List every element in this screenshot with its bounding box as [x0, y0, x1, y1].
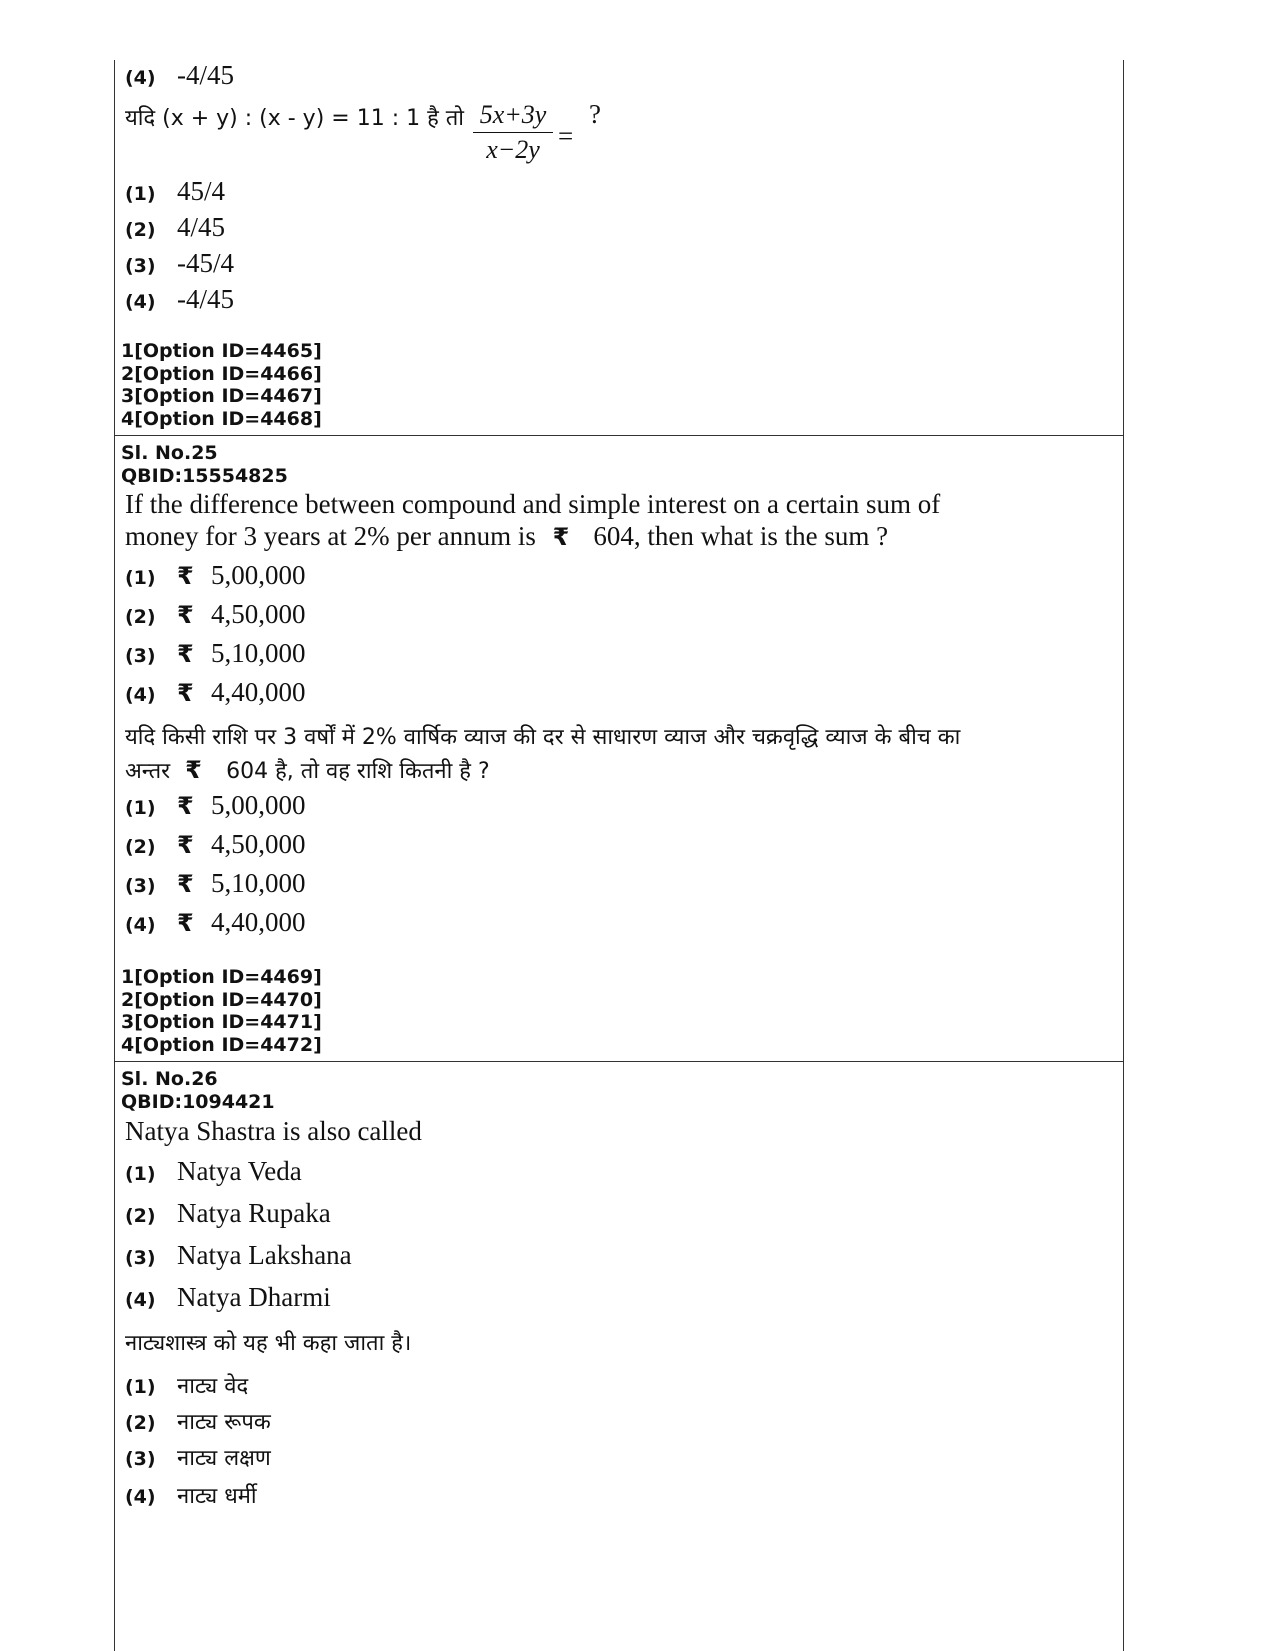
q24-option-ids	[121, 340, 322, 430]
option-value: 5,00,000	[211, 560, 306, 590]
rupee-icon: ₹	[552, 523, 570, 551]
option-id: 1[Option ID=4465]	[121, 340, 322, 362]
section-divider	[115, 1061, 1123, 1062]
q26-option-hi-4	[125, 1480, 257, 1510]
option-value: 4/45	[177, 212, 226, 242]
q25-option-hi-1	[125, 790, 306, 821]
option-number: (1)	[125, 1376, 156, 1398]
option-value: 5,10,000	[211, 868, 306, 898]
rupee-icon: ₹	[177, 640, 194, 668]
q25-option-en-2	[125, 599, 306, 630]
q25-question-en	[125, 488, 1105, 553]
option-value: -4/45	[177, 284, 234, 314]
option-value: Natya Veda	[177, 1156, 302, 1186]
option-number: (4)	[125, 1289, 156, 1311]
option-value: नाट्य रूपक	[177, 1410, 271, 1435]
serial-number: Sl. No.26	[121, 1068, 218, 1090]
option-number: (1)	[125, 183, 156, 205]
q24-hindi-question	[125, 100, 464, 135]
option-value: 4,50,000	[211, 829, 306, 859]
q24-option-2	[125, 212, 225, 243]
option-id: 1[Option ID=4469]	[121, 966, 322, 988]
q25-option-hi-3	[125, 868, 306, 899]
rupee-icon: ₹	[177, 679, 194, 707]
q25-option-en-4	[125, 677, 306, 708]
option-value: Natya Rupaka	[177, 1198, 331, 1228]
q25-option-en-3	[125, 638, 306, 669]
rupee-icon: ₹	[177, 792, 194, 820]
option-value: नाट्य वेद	[177, 1374, 249, 1399]
option-value: -4/45	[177, 60, 234, 90]
document-frame	[114, 60, 1124, 1651]
q25-option-hi-2	[125, 829, 306, 860]
fraction-denominator: x−2y	[486, 135, 540, 164]
rupee-icon: ₹	[177, 601, 194, 629]
option-value: Natya Dharmi	[177, 1282, 331, 1312]
q25-option-hi-4	[125, 907, 306, 938]
question-line-2-end: 604, then what is the sum ?	[593, 521, 889, 551]
question-line-2-start: money for 3 years at 2% per annum is	[125, 521, 536, 551]
q24-fraction-equals: =	[558, 121, 574, 151]
option-number: (2)	[125, 1412, 156, 1434]
option-number: (4)	[125, 67, 156, 89]
question-line-1: यदि किसी राशि पर 3 वर्षों में 2% वार्षिक व्याज की दर से साधारण व्याज और चक्रवृद्धि व्याज के बीच का	[125, 725, 961, 750]
q24-option-3	[125, 248, 234, 279]
option-number: (4)	[125, 291, 156, 313]
option-number: (3)	[125, 1247, 156, 1269]
q26-option-en-4	[125, 1282, 331, 1313]
question-line-2-start: अन्तर	[125, 759, 171, 784]
option-number: (1)	[125, 797, 156, 819]
option-id: 3[Option ID=4467]	[121, 385, 322, 407]
question-line-2	[125, 754, 1115, 788]
qbid: QBID:1094421	[121, 1091, 275, 1113]
option-id: 3[Option ID=4471]	[121, 1011, 322, 1033]
option-id: 2[Option ID=4466]	[121, 362, 322, 385]
q26-option-en-1	[125, 1156, 302, 1187]
option-id: 2[Option ID=4470]	[121, 988, 322, 1011]
option-number: (2)	[125, 219, 156, 241]
q26-option-hi-1	[125, 1370, 248, 1400]
q26-option-en-3	[125, 1240, 352, 1271]
option-number: (3)	[125, 1448, 156, 1470]
q26-header	[121, 1068, 275, 1114]
q24-option-1	[125, 176, 225, 207]
question-line-1: If the difference between compound and simple interest on a certain sum of	[125, 489, 941, 519]
fraction-numerator: 5x+3y	[479, 100, 547, 129]
option-value: नाट्य धर्मी	[177, 1484, 257, 1509]
option-value: 5,10,000	[211, 638, 306, 668]
section-divider	[115, 435, 1123, 436]
q26-option-hi-2	[125, 1406, 271, 1436]
q26-question-hi: नाट्यशास्त्र को यह भी कहा जाता है।	[125, 1331, 412, 1356]
q25-option-en-1	[125, 560, 306, 591]
option-value: Natya Lakshana	[177, 1240, 352, 1270]
option-number: (4)	[125, 914, 156, 936]
option-value: 4,50,000	[211, 599, 306, 629]
option-value: 4,40,000	[211, 907, 306, 937]
serial-number: Sl. No.25	[121, 442, 218, 464]
option-value: 4,40,000	[211, 677, 306, 707]
option-number: (4)	[125, 1486, 156, 1508]
q26-option-hi-3	[125, 1442, 271, 1472]
q24-top-option	[125, 60, 234, 91]
option-value: 5,00,000	[211, 790, 306, 820]
fraction-bar	[473, 132, 553, 133]
rupee-icon: ₹	[177, 909, 194, 937]
option-number: (3)	[125, 255, 156, 277]
rupee-icon: ₹	[177, 870, 194, 898]
option-number: (1)	[125, 1163, 156, 1185]
rupee-icon: ₹	[177, 562, 194, 590]
q24-option-4	[125, 284, 234, 315]
question-line-2	[125, 520, 1105, 553]
qbid: QBID:15554825	[121, 465, 288, 487]
option-value: -45/4	[177, 248, 234, 278]
q24-question-mark: ?	[589, 99, 601, 129]
question-prefix: यदि (x + y) : (x - y) = 11 : 1 है तो	[125, 106, 465, 131]
option-number: (2)	[125, 836, 156, 858]
option-number: (4)	[125, 684, 156, 706]
option-number: (1)	[125, 567, 156, 589]
option-number: (3)	[125, 875, 156, 897]
q26-question-en: Natya Shastra is also called	[125, 1116, 422, 1146]
question-line-2-end: 604 है, तो वह राशि कितनी है ?	[226, 759, 490, 784]
option-value: 45/4	[177, 176, 226, 206]
option-value: नाट्य लक्षण	[177, 1446, 271, 1471]
option-id: 4[Option ID=4472]	[121, 1033, 322, 1056]
option-id: 4[Option ID=4468]	[121, 407, 322, 430]
q25-header	[121, 442, 288, 488]
q25-option-ids	[121, 966, 322, 1056]
q25-question-hi	[125, 722, 1115, 788]
option-number: (2)	[125, 606, 156, 628]
rupee-icon: ₹	[185, 756, 202, 784]
q26-option-en-2	[125, 1198, 331, 1229]
q24-fraction	[473, 100, 553, 165]
option-number: (3)	[125, 645, 156, 667]
rupee-icon: ₹	[177, 831, 194, 859]
option-number: (2)	[125, 1205, 156, 1227]
